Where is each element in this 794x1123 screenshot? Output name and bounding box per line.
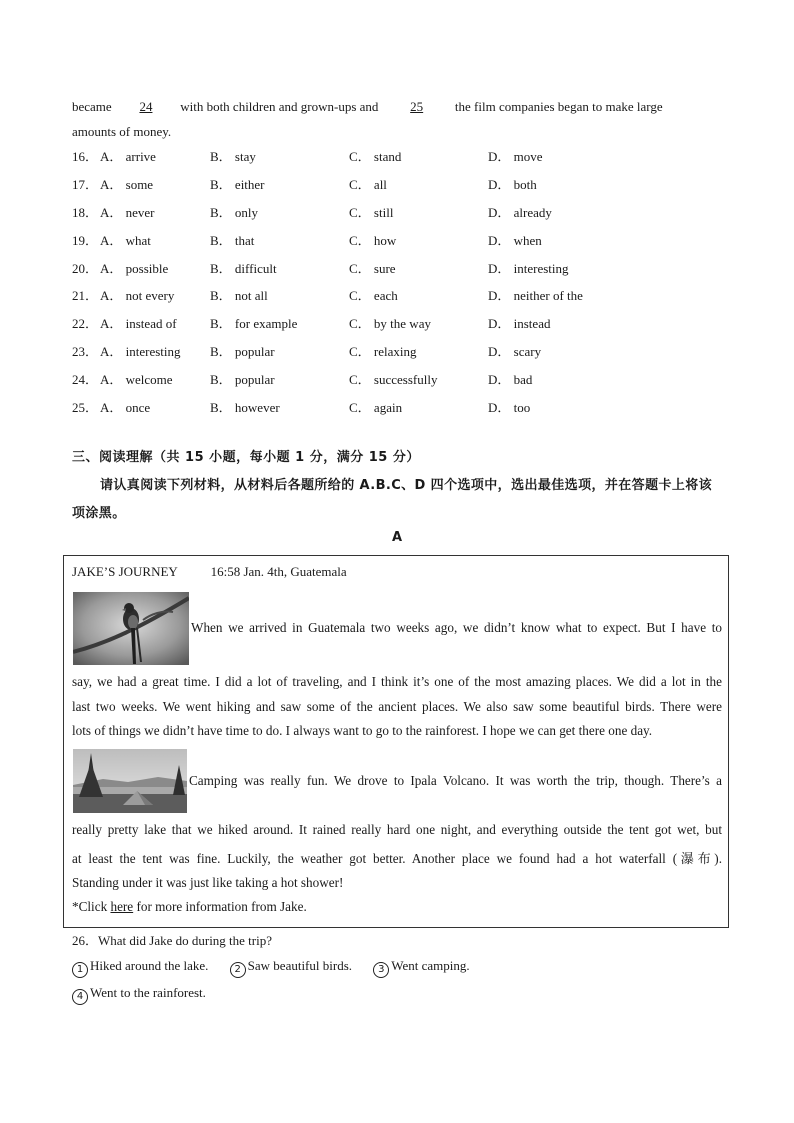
blog-text-line: at least the tent was fine. Luckily, the weather got better. Another place we found had a hot waterfall (瀑布). xyxy=(72,851,722,866)
option-text: Hiked around the lake. xyxy=(90,958,209,973)
option-d: D． when xyxy=(488,232,542,248)
blog-text-line: last two weeks. We went hiking and saw some of the ancient places. We also saw some beautiful birds. There were xyxy=(72,699,722,714)
question-row xyxy=(72,170,732,198)
option-a: A． never xyxy=(100,204,155,220)
option-4 xyxy=(72,985,206,1000)
option-3 xyxy=(373,958,469,973)
question-26-options xyxy=(72,958,488,978)
blog-title: JAKE’S JOURNEY xyxy=(72,564,178,579)
question-number: 17． xyxy=(72,177,99,193)
passage-label: A xyxy=(391,530,403,545)
section-title: 三、阅读理解（共 15 小题，每小题 1 分，满分 15 分） xyxy=(72,450,420,465)
option-a: A． once xyxy=(100,399,151,415)
option-a: A． some xyxy=(100,177,154,193)
question-row xyxy=(72,253,732,281)
option-c: C． how xyxy=(349,232,397,248)
question-number: 24． xyxy=(72,371,99,387)
text: *Click xyxy=(72,899,111,914)
question-row xyxy=(72,337,732,365)
option-c: C． all xyxy=(349,177,387,193)
cloze-line-1 xyxy=(72,94,732,119)
option-b: B． popular xyxy=(210,371,275,387)
question-26-stem: 26．What did Jake do during the trip? xyxy=(72,933,273,948)
option-d: D． already xyxy=(488,204,552,220)
option-a: A． what xyxy=(100,232,151,248)
question-row xyxy=(72,281,732,309)
option-b: B． difficult xyxy=(210,260,277,276)
option-c: C． sure xyxy=(349,260,396,276)
circled-number: 2 xyxy=(230,962,246,978)
question-number: 18． xyxy=(72,204,99,220)
blank-24: 24 xyxy=(139,99,153,114)
option-b: B． not all xyxy=(210,288,268,304)
blank-25: 25 xyxy=(410,99,424,114)
circled-number: 1 xyxy=(72,962,88,978)
option-text: Saw beautiful birds. xyxy=(247,958,352,973)
blog-post-box xyxy=(63,555,729,928)
option-b: B． only xyxy=(210,204,259,220)
question-number: 20． xyxy=(72,260,99,276)
more-info-line xyxy=(72,899,722,915)
circled-number: 3 xyxy=(373,962,389,978)
text: with both children and grown-ups and xyxy=(180,99,379,114)
blog-text-line: Camping was really fun. We drove to Ipala Volcano. It was worth the trip, though. There’s a xyxy=(189,773,722,788)
text: for more information from Jake. xyxy=(133,899,307,914)
blog-text-line: lots of things we didn’t have time to do. I always want to go to the rainforest. I hope we can get there one day. xyxy=(72,723,653,738)
text: the film companies began to make large xyxy=(454,99,663,114)
cloze-passage-end xyxy=(72,94,732,144)
option-a: A． arrive xyxy=(100,149,156,165)
option-a: A． instead of xyxy=(100,316,177,332)
here-link[interactable]: here xyxy=(110,899,134,914)
question-number: 16． xyxy=(72,149,99,165)
question-number: 22． xyxy=(72,316,99,332)
question-number: 21． xyxy=(72,288,99,304)
blog-text-line: say, we had a great time. I did a lot of traveling, and I think it’s one of the most amazing places. We did a lot in the xyxy=(72,674,722,689)
blog-date: 16:58 Jan. 4th, Guatemala xyxy=(210,564,347,579)
question-row xyxy=(72,364,732,392)
blog-text-line: Standing under it was just like taking a hot shower! xyxy=(72,875,344,890)
option-b: B． however xyxy=(210,399,280,415)
blog-text-line: really pretty lake that we hiked around. It rained really hard one night, and everything outside the tent got wet, but xyxy=(72,822,722,837)
option-d: D． bad xyxy=(488,371,533,387)
option-b: B． stay xyxy=(210,149,256,165)
cloze-options xyxy=(72,142,732,420)
option-b: B． that xyxy=(210,232,255,248)
question-row xyxy=(72,309,732,337)
question-row xyxy=(72,225,732,253)
option-1 xyxy=(72,958,208,973)
camping-photo-image xyxy=(73,749,187,813)
option-2 xyxy=(230,958,352,973)
bird-photo xyxy=(73,592,189,665)
option-c: C． successfully xyxy=(349,371,438,387)
option-c: C． again xyxy=(349,399,403,415)
option-c: C． still xyxy=(349,204,394,220)
option-d: D． too xyxy=(488,399,531,415)
circled-number: 4 xyxy=(72,989,88,1005)
camping-photo xyxy=(73,749,187,813)
option-d: D． move xyxy=(488,149,543,165)
text: became xyxy=(72,99,112,114)
blog-text-line: When we arrived in Guatemala two weeks ago, we didn’t know what to expect. But I have to xyxy=(191,620,722,635)
option-text: Went camping. xyxy=(391,958,470,973)
question-number: 23． xyxy=(72,343,99,359)
option-a: A． not every xyxy=(100,288,175,304)
option-c: C． relaxing xyxy=(349,343,417,359)
bird-photo-image xyxy=(73,592,189,665)
option-c: C． each xyxy=(349,288,398,304)
question-26-options-line2 xyxy=(72,985,206,1005)
option-a: A． possible xyxy=(100,260,169,276)
cloze-line-2: amounts of money. xyxy=(72,124,172,139)
question-row xyxy=(72,142,732,170)
question-row xyxy=(72,198,732,226)
option-a: A． welcome xyxy=(100,371,173,387)
question-row xyxy=(72,392,732,420)
option-d: D． instead xyxy=(488,316,551,332)
option-text: Went to the rainforest. xyxy=(90,985,206,1000)
option-d: D． interesting xyxy=(488,260,569,276)
option-c: C． stand xyxy=(349,149,402,165)
option-b: B． for example xyxy=(210,316,298,332)
option-a: A． interesting xyxy=(100,343,181,359)
option-c: C． by the way xyxy=(349,316,431,332)
blog-header xyxy=(72,564,347,580)
question-number: 19． xyxy=(72,232,99,248)
option-b: B． either xyxy=(210,177,265,193)
option-d: D． both xyxy=(488,177,537,193)
option-b: B． popular xyxy=(210,343,275,359)
section-instruction: 请认真阅读下列材料，从材料后各题所给的 A.B.C、D 四个选项中，选出最佳选项，并在答题卡上将该项涂黑。 xyxy=(72,478,713,521)
option-d: D． neither of the xyxy=(488,288,583,304)
option-d: D． scary xyxy=(488,343,542,359)
question-number: 25． xyxy=(72,399,99,415)
